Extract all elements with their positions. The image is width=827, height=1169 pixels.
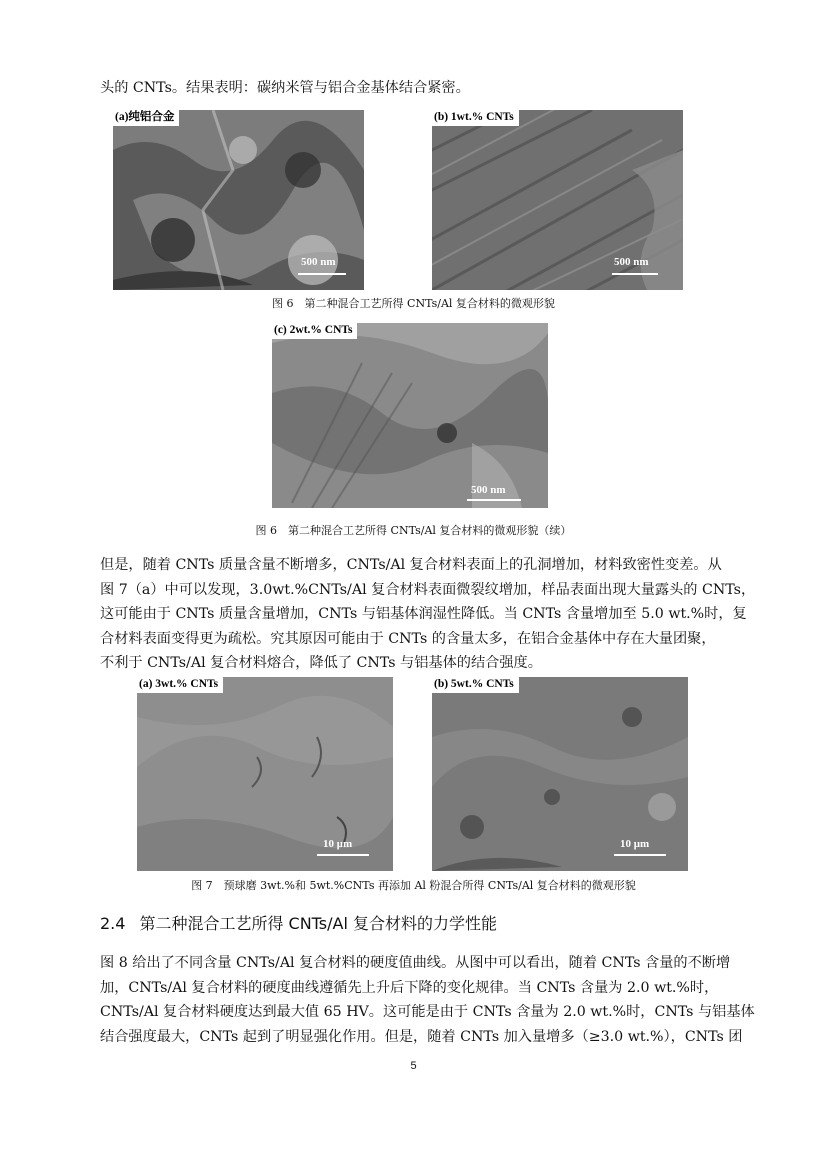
sem-image-2wt-cnts [272,323,548,508]
scale-bar [614,854,666,856]
section-title: 第二种混合工艺所得 CNTs/Al 复合材料的力学性能 [139,914,498,933]
scale-label: 10 μm [323,838,353,850]
figure-label: (b) 1wt.% CNTs [432,110,519,126]
page-number: 5 [410,1060,417,1072]
section-heading [100,913,497,935]
intro-paragraph [100,76,728,101]
text-line: 图 8 给出了不同含量 CNTs/Al 复合材料的硬度值曲线。从图中可以看出，随着 CNTs 含量的不断增 [100,955,731,971]
scale-label: 10 μm [620,838,650,850]
figure-caption: 图 6 第二种混合工艺所得 CNTs/Al 复合材料的微观形貌（续） [255,524,572,537]
figure-caption: 图 7 预球磨 3wt.%和 5wt.%CNTs 再添加 Al 粉混合所得 CNTs/Al 复合材料的微观形貌 [191,879,636,892]
sem-texture-layered [272,323,548,508]
text-line: 加，CNTs/Al 复合材料的硬度曲线遵循先上升后下降的变化规律。当 CNTs 含量为 2.0 wt.%时， [100,979,719,996]
text-line: 头的 CNTs。结果表明：碳纳米管与铝合金基体结合紧密。 [100,80,470,96]
scale-label: 500 nm [301,256,336,268]
scale-bar [317,854,369,856]
text-line: 不利于 CNTs/Al 复合材料熔合，降低了 CNTs 与铝基体的结合强度。 [100,655,542,671]
figure-label: (a)纯铝合金 [113,110,179,126]
text-line: 这可能由于 CNTs 质量含量增加，CNTs 与铝基体润湿性降低。当 CNTs 含量增加至 5.0 wt.%时，复 [100,606,747,622]
sem-texture-smooth [137,677,393,871]
scale-bar [612,273,658,275]
body-paragraph [100,951,755,1049]
figure-label: (c) 2wt.% CNTs [272,323,357,339]
scale-label: 500 nm [614,256,649,268]
section-number: 2.4 [100,914,126,933]
body-paragraph [100,553,756,676]
figure-caption: 图 6 第二种混合工艺所得 CNTs/Al 复合材料的微观形貌 [272,297,555,310]
sem-texture-porous [432,677,688,871]
scale-bar [467,499,521,501]
text-line: 但是，随着 CNTs 质量含量不断增多，CNTs/Al 复合材料表面上的孔洞增加，材料致密性变差。从 [100,557,722,573]
text-line: CNTs/Al 复合材料硬度达到最大值 65 HV。这可能是由于 CNTs 含量为 2.0 wt.%时，CNTs 与铝基体 [100,1004,755,1020]
text-line: 图 7（a）中可以发现，3.0wt.%CNTs/Al 复合材料表面微裂纹增加，样品表面出现大量露头的 CNTs， [100,581,756,598]
figure-label: (b) 5wt.% CNTs [432,677,519,693]
scale-label: 500 nm [471,484,506,496]
figure-label: (a) 3wt.% CNTs [137,677,223,693]
text-line: 结合强度最大，CNTs 起到了明显强化作用。但是，随着 CNTs 加入量增多（≥3.0 wt.%），CNTs 团 [100,1028,743,1045]
sem-image-pure-al [113,110,364,290]
text-line: 合材料表面变得更为疏松。究其原因可能由于 CNTs 的含量太多，在铝合金基体中存在大量团聚， [100,630,716,647]
scale-bar [298,273,346,275]
sem-image-3wt-cnts [137,677,393,871]
sem-image-1wt-cnts [432,110,683,290]
sem-image-5wt-cnts [432,677,688,871]
